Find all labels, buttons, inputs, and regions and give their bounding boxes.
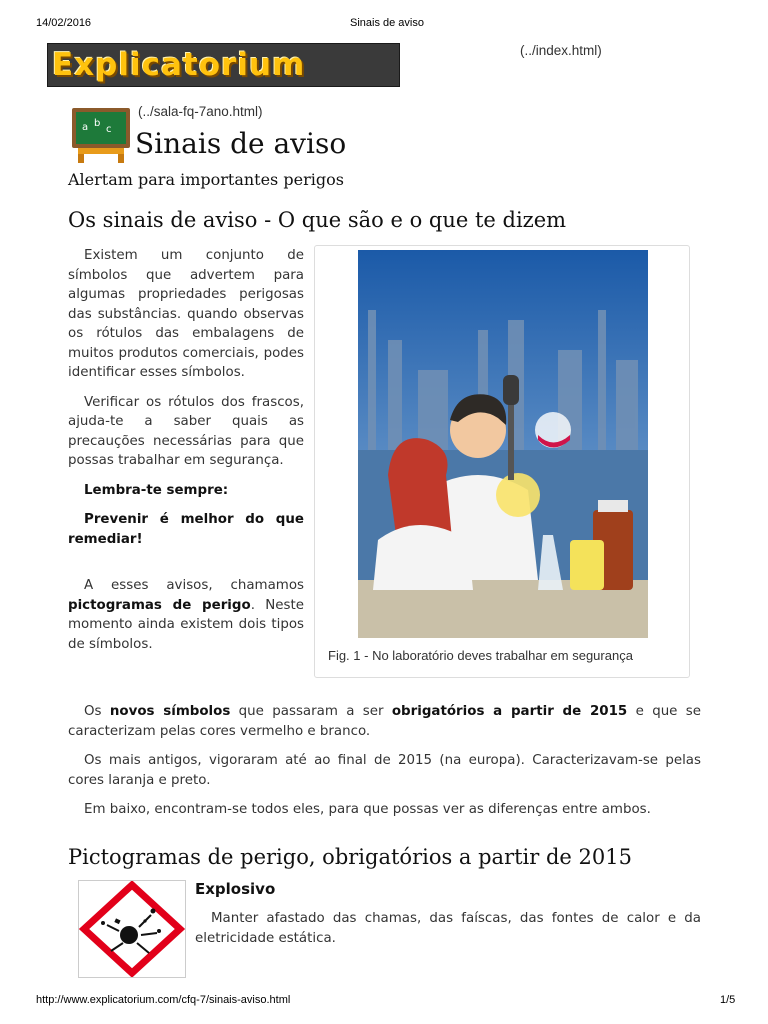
explosive-icon	[79, 881, 185, 977]
print-page-number: 1/5	[720, 994, 736, 1006]
site-logo[interactable]	[47, 43, 400, 87]
pictograms-paragraph: A esses avisos, chamamos pictogramas de perigo. Neste momento ainda existem dois tipos de símbolos.	[68, 578, 304, 652]
section-heading-2015: Pictogramas de perigo, obrigatórios a partir de 2015	[68, 845, 632, 869]
pictogram-frame	[78, 880, 186, 978]
remember-text: Lembra-te sempre:	[84, 482, 229, 498]
intro-column	[68, 246, 304, 654]
intro-paragraph: Existem um conjunto de símbolos que advertem para algumas propriedades perigosas das substâncias. quando observas os rótulos das embalagens de muitos produtos comerciais, podes identificar esses símbolos.	[68, 248, 304, 380]
page-title: Sinais de aviso	[135, 127, 347, 160]
breadcrumb-link[interactable]: (../sala-fq-7ano.html)	[138, 104, 263, 119]
print-title: Sinais de aviso	[350, 17, 424, 29]
new-symbols-paragraph: Os novos símbolos que passaram a ser obrigatórios a partir de 2015 e que se caracterizam pelas cores vermelho e branco.	[68, 704, 701, 739]
figure-box	[314, 245, 690, 678]
figure-caption: Fig. 1 - No laboratório deves trabalhar em segurança	[328, 648, 633, 663]
page-subtitle: Alertam para importantes perigos	[68, 170, 344, 189]
pictogram-title: Explosivo	[195, 880, 276, 898]
section-heading: Os sinais de aviso - O que são e o que te dizem	[68, 208, 567, 232]
pictogram-description	[195, 909, 701, 948]
laboratory-illustration	[358, 250, 648, 638]
old-symbols-paragraph: Os mais antigos, vigoraram até ao final de 2015 (na europa). Caracterizavam-se pelas cores laranja e preto.	[68, 753, 701, 788]
logo-text: Explicatorium	[52, 47, 306, 83]
svg-text:a: a	[82, 122, 89, 133]
chalkboard-icon[interactable]	[70, 104, 134, 164]
svg-text:b: b	[94, 118, 101, 129]
body-paragraphs	[68, 702, 701, 820]
labels-paragraph: Verificar os rótulos dos frascos, ajuda-te a saber quais as precauções necessárias para que possas trabalhar em segurança.	[68, 394, 304, 468]
svg-text:c: c	[106, 124, 112, 135]
print-url: http://www.explicatorium.com/cfq-7/sinais-aviso.html	[36, 994, 291, 1006]
logo-link-text[interactable]: (../index.html)	[520, 43, 602, 58]
print-date: 14/02/2016	[36, 17, 92, 29]
pictogram-text: Manter afastado das chamas, das faíscas, das fontes de calor e da eletricidade estática.	[195, 911, 701, 946]
motto-text: Prevenir é melhor do que remediar!	[68, 512, 304, 547]
below-paragraph: Em baixo, encontram-se todos eles, para que possas ver as diferenças entre ambos.	[84, 802, 651, 817]
